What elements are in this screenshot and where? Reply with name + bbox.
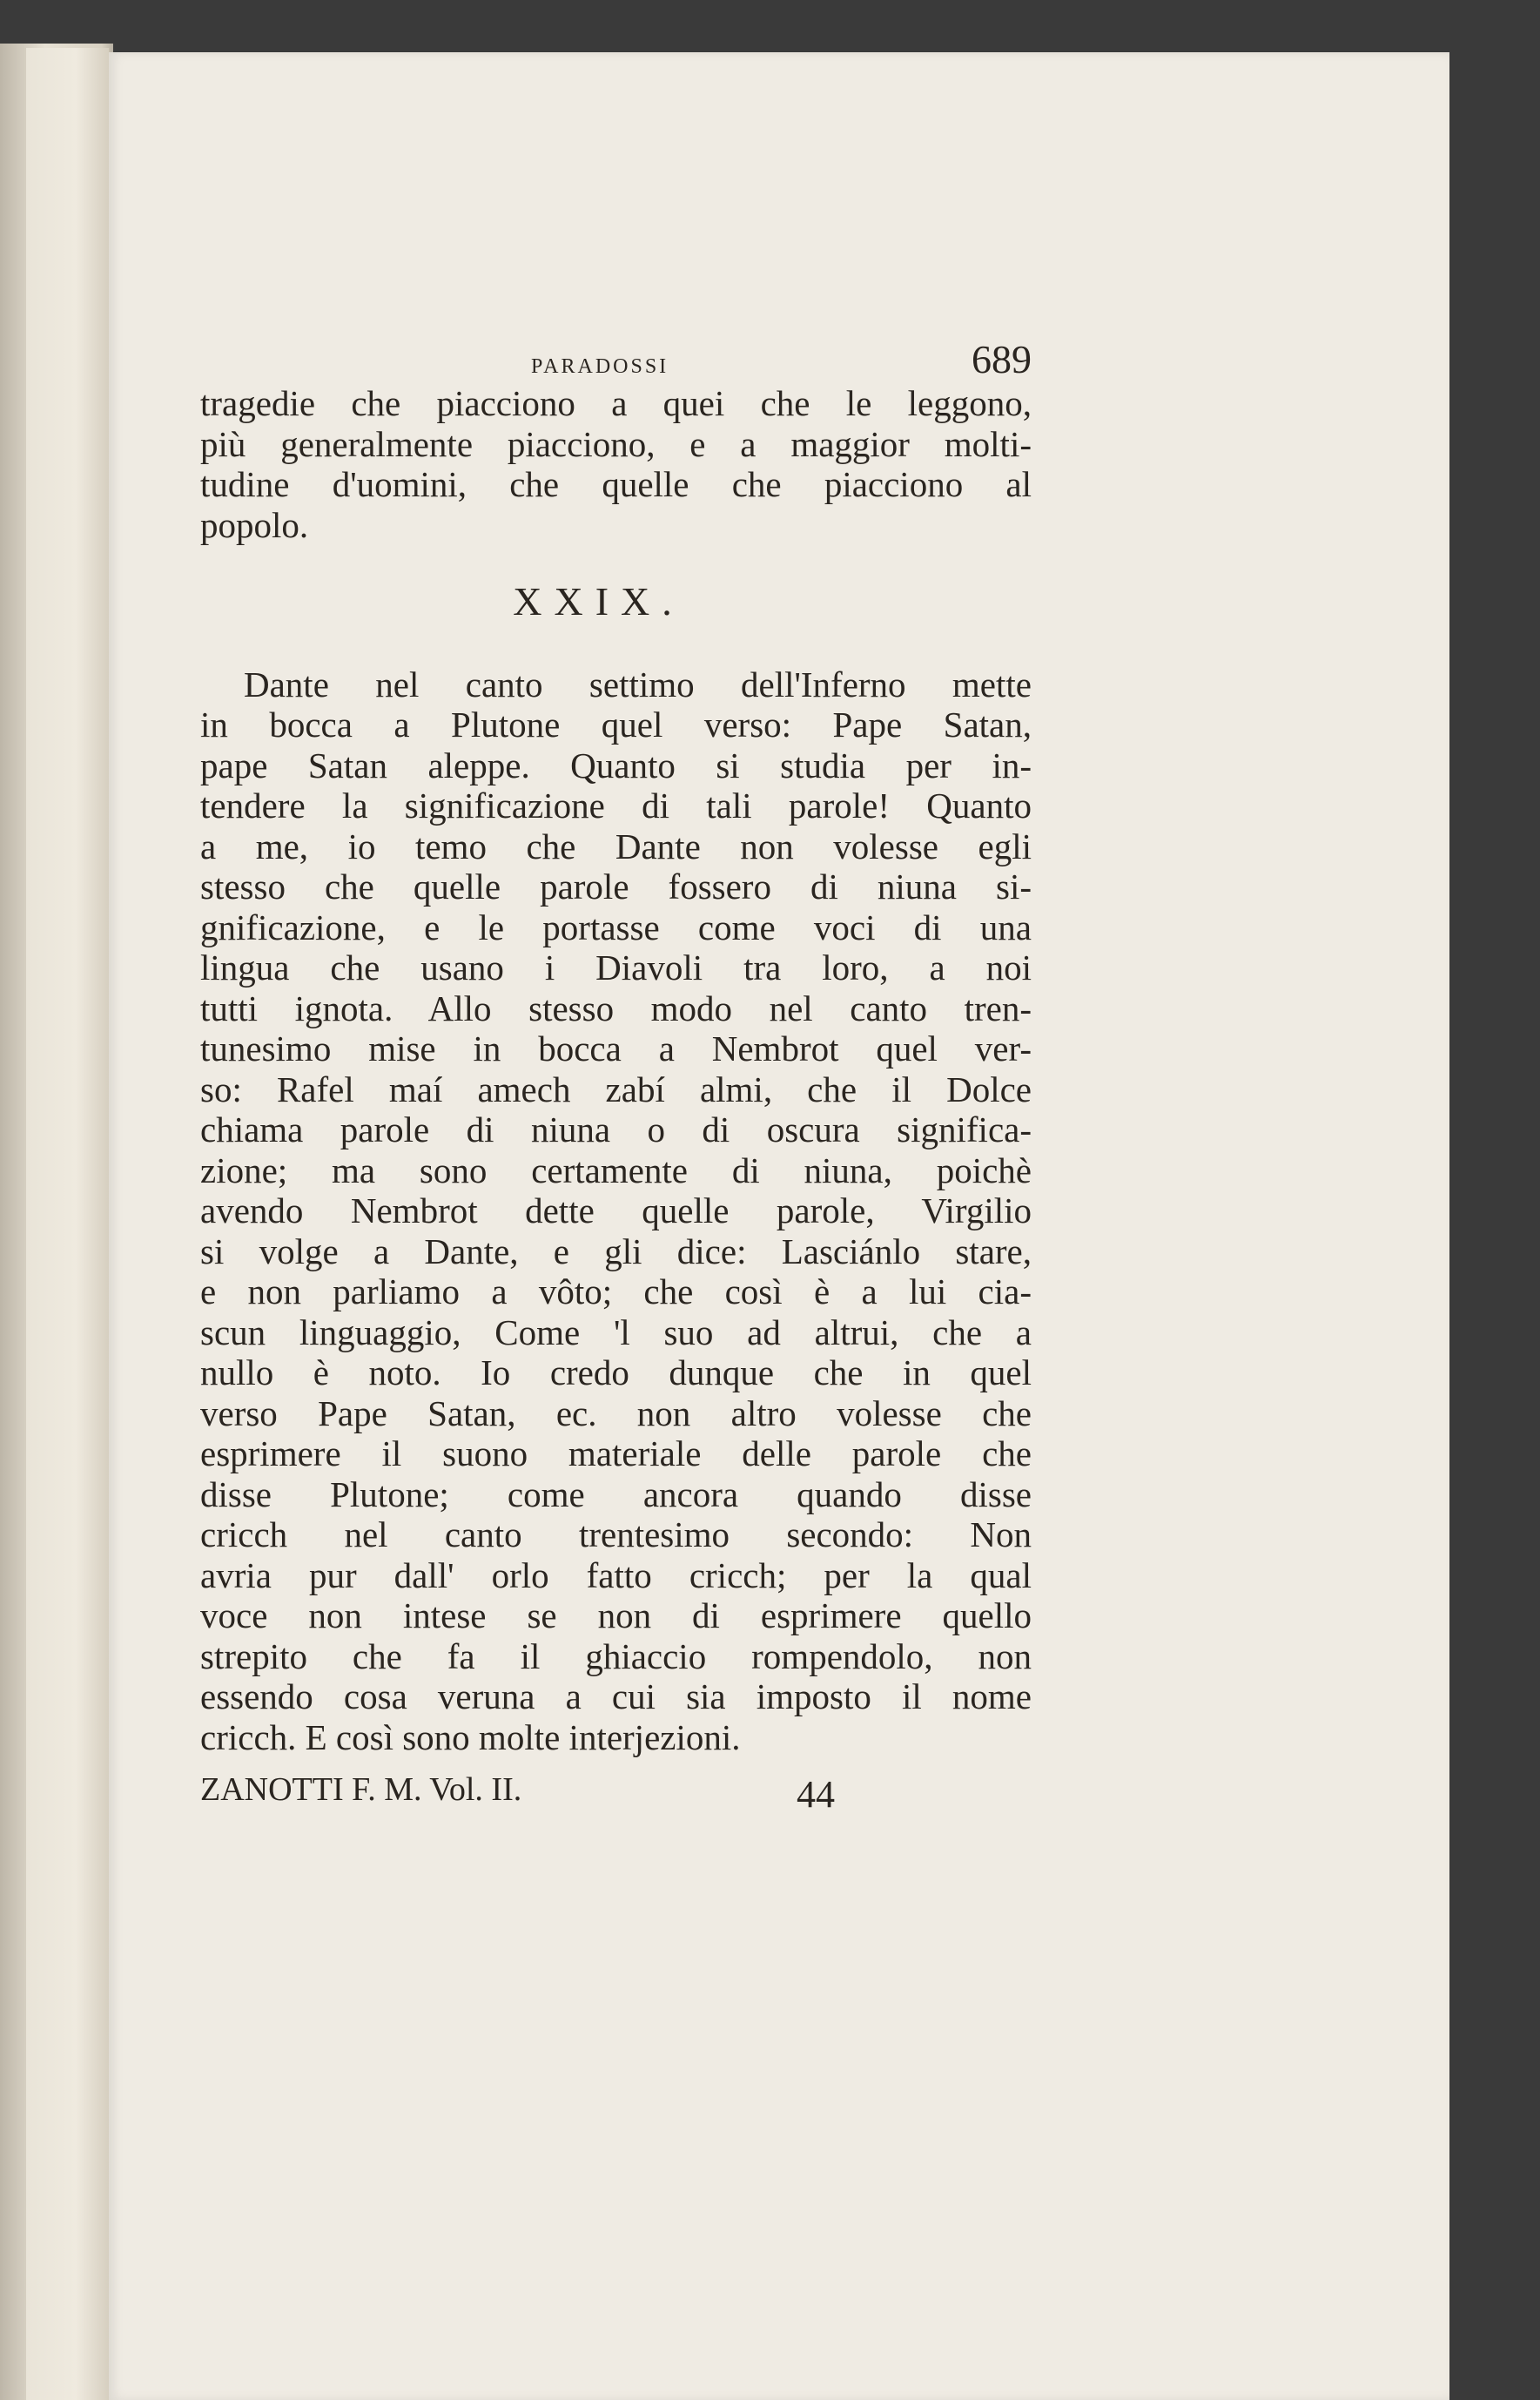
scan-background-strip bbox=[1453, 0, 1540, 2400]
text-line: cricch nel canto trentesimo secondo: Non bbox=[200, 1514, 1032, 1554]
text-line: pape Satan aleppe. Quanto si studia per in- bbox=[200, 745, 1032, 785]
text-line: gnificazione, e le portasse come voci di una bbox=[200, 907, 1032, 947]
text-line: tudine d'uomini, che quelle che piacciono al bbox=[200, 464, 1032, 504]
text-line: tutti ignota. Allo stesso modo nel canto tren- bbox=[200, 988, 1032, 1028]
text-block bbox=[200, 337, 1032, 1822]
text-line: popolo. bbox=[200, 504, 309, 545]
text-line: avendo Nembrot dette quelle parole, Virgilio bbox=[200, 1190, 1032, 1230]
page-footer bbox=[200, 1770, 1032, 1822]
section-heading: XXIX. bbox=[513, 579, 684, 624]
text-line: in bocca a Plutone quel verso: Pape Satan, bbox=[200, 704, 1032, 745]
text-line: tunesimo mise in bocca a Nembrot quel ver- bbox=[200, 1028, 1032, 1069]
text-line: a me, io temo che Dante non volesse egli bbox=[200, 826, 1032, 866]
text-line: avria pur dall' orlo fatto cricch; per la qual bbox=[200, 1554, 1032, 1595]
page-number: 689 bbox=[972, 337, 1032, 381]
text-line: cricch. E così sono molte interjezioni. bbox=[200, 1716, 741, 1757]
book-page-stack bbox=[26, 48, 110, 2400]
body-paragraph bbox=[200, 664, 1032, 1758]
text-line: più generalmente piacciono, e a maggior molti- bbox=[200, 423, 1032, 464]
text-line: stesso che quelle parole fossero di niuna si- bbox=[200, 866, 1032, 907]
text-line: voce non intese se non di esprimere quello bbox=[200, 1595, 1032, 1635]
text-line: essendo cosa veruna a cui sia imposto il nome bbox=[200, 1676, 1032, 1716]
text-line: so: Rafel maí amech zabí almi, che il Dolce bbox=[200, 1069, 1032, 1109]
intro-paragraph bbox=[200, 383, 1032, 545]
text-line: Dante nel canto settimo dell'Inferno mette bbox=[244, 664, 1032, 704]
text-line: strepito che fa il ghiaccio rompendolo, non bbox=[200, 1635, 1032, 1676]
text-line: disse Plutone; come ancora quando disse bbox=[200, 1473, 1032, 1514]
text-line: tragedie che piacciono a quei che le leggono, bbox=[200, 383, 1032, 423]
text-line: scun linguaggio, Come 'l suo ad altrui, che a bbox=[200, 1311, 1032, 1352]
text-line: esprimere il suono materiale delle parole che bbox=[200, 1433, 1032, 1473]
text-line: verso Pape Satan, ec. non altro volesse che bbox=[200, 1392, 1032, 1433]
text-line: nullo è noto. Io credo dunque che in quel bbox=[200, 1352, 1032, 1392]
printer-signature: ZANOTTI F. M. Vol. II. bbox=[200, 1771, 522, 1808]
text-line: e non parliamo a vôto; che così è a lui cia- bbox=[200, 1271, 1032, 1311]
text-line: si volge a Dante, e gli dice: Lasciánlo stare, bbox=[200, 1230, 1032, 1271]
page-header bbox=[200, 337, 1032, 383]
text-line: lingua che usano i Diavoli tra loro, a noi bbox=[200, 947, 1032, 988]
text-line: tendere la significazione di tali parole! Quanto bbox=[200, 785, 1032, 826]
signature-number: 44 bbox=[797, 1773, 835, 1816]
running-head: PARADOSSI bbox=[531, 355, 669, 378]
text-line: zione; ma sono certamente di niuna, poichè bbox=[200, 1149, 1032, 1190]
text-line: chiama parole di niuna o di oscura significa- bbox=[200, 1109, 1032, 1149]
